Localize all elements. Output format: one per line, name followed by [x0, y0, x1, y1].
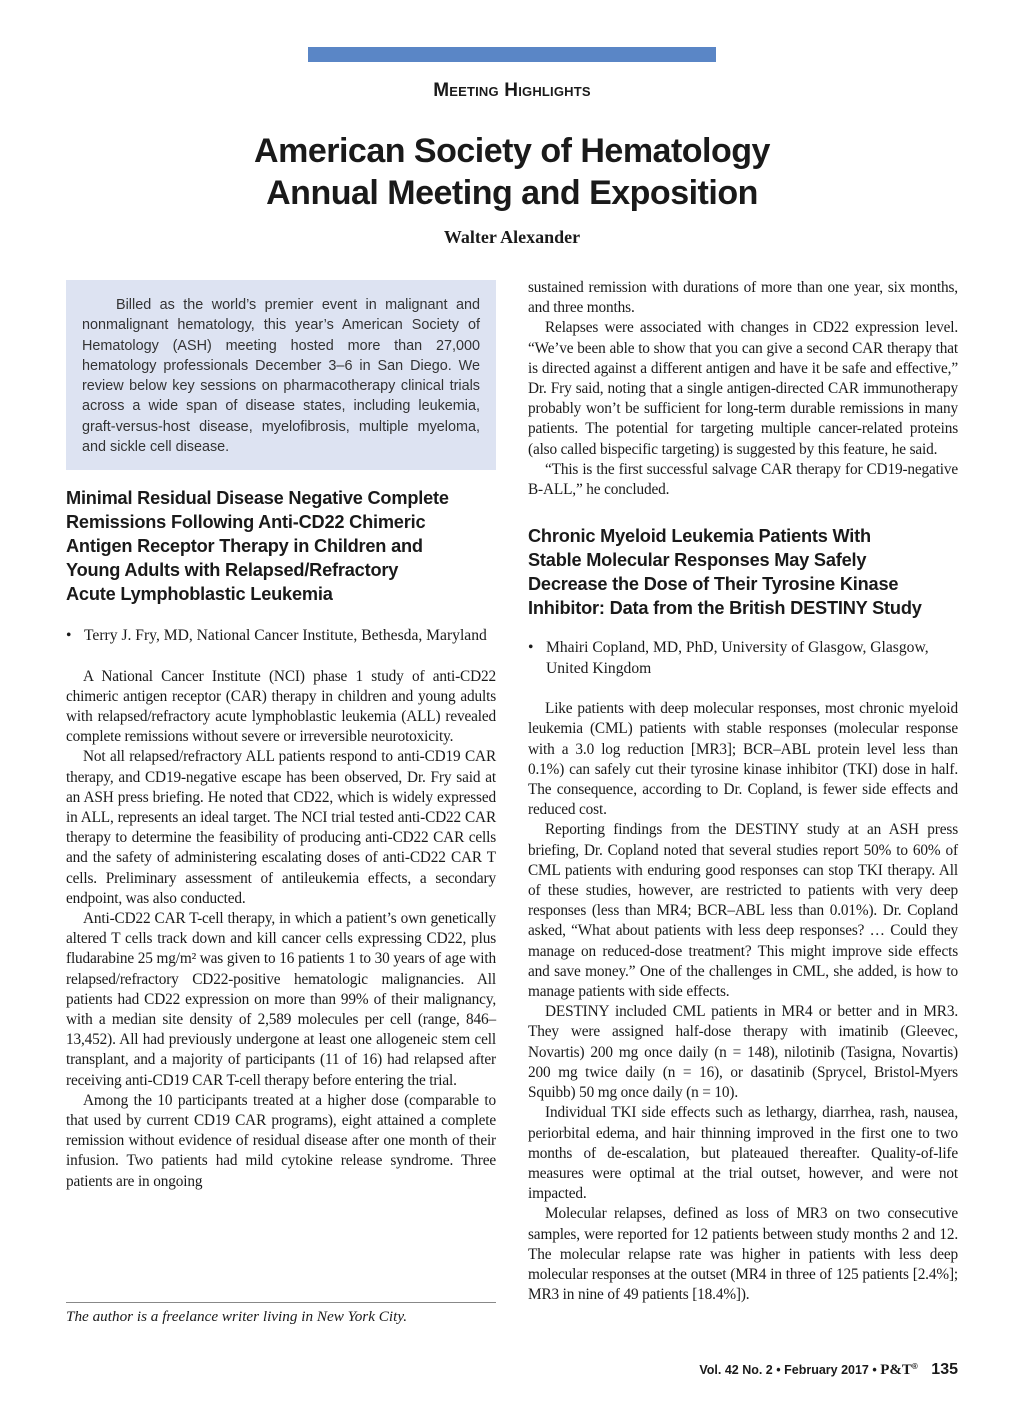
paragraph: A National Cancer Institute (NCI) phase 1 study of anti-CD22 chimeric antigen receptor (CAR) therapy in children and young adults with relapsed/refractory acute lymphoblastic leukemia (ALL) revealed complete remissions without severe or irreversible neurotoxicity. — [66, 667, 496, 746]
abstract-box: Billed as the world’s premier event in malignant and nonmalignant hematology, this year’s American Society of Hematology (ASH) meeting hosted more than 27,000 hematology professionals December 3–6 in San Diego. We review below key sessions on pharmacotherapy clinical trials across a wide span of disease states, including leukemia, graft-versus-host disease, myelofibrosis, multiple myeloma, and sickle cell disease. — [66, 280, 496, 470]
heading-line: Inhibitor: Data from the British DESTINY Study — [528, 598, 922, 619]
section-label-text: Meeting Highlights — [433, 80, 591, 101]
article-1-body — [66, 667, 496, 1192]
paragraph: Anti-CD22 CAR T-cell therapy, in which a patient’s own genetically altered T cells track down and kill cancer cells expressing CD22, plus fludarabine 25 mg/m² was given to 16 patients 1 to 30 years of age with relapsed/refractory CD22-positive hematologic malignancies. All patients had CD22 expression on more than 99% of their malignancy, with a median site density of 2,589 molecules per cell (range, 846–13,452). All had previously undergone at least one allogeneic stem cell transplant, and a majority of participants (11 of 16) had relapsed after receiving anti-CD19 CAR T-cell therapy before entering the trial. — [66, 909, 496, 1089]
separator-dot: • — [872, 1363, 881, 1377]
paragraph: Molecular relapses, defined as loss of MR3 on two consecutive samples, were reported for 12 patients between study months 2 and 12. The molecular relapse rate was higher in patients with less deep molecular responses at the outset (MR4 in three of 125 patients [2.4%]; MR3 in nine of 49 patients [18.4%]). — [528, 1205, 958, 1304]
bullet-icon: • — [66, 627, 72, 644]
paragraph: Not all relapsed/refractory ALL patients respond to anti-CD19 CAR therapy, and CD19-negative escape has been observed, Dr. Fry said at an ASH press briefing. He noted that CD22, which is widely expressed in ALL, represents an ideal target. The NCI trial tested anti-CD22 CAR therapy to determine the feasibility of producing anti-CD22 CAR cells and the safety of administering escalating doses of anti-CD22 CAR T cells. Preliminary assessment of antileukemia effects, a secondary endpoint, was also conducted. — [66, 748, 496, 907]
paragraph: Reporting findings from the DESTINY study at an ASH press briefing, Dr. Copland noted that several studies report 50% to 60% of CML patients with enduring good responses can stop TKI therapy. All of these studies, however, are restricted to patients with very deep responses (less than MR4; BCR–ABL less than 0.01%). Dr. Copland asked, “What about patients with less deep responses? … Could they manage on reduced-dose treatment? This might improve side effects and save money.” One of the challenges in CML, she added, is how to manage patients with side effects. — [528, 821, 958, 1001]
title-line-2: Annual Meeting and Exposition — [266, 174, 758, 212]
paragraph: Among the 10 participants treated at a higher dose (comparable to that used by current CD19 CAR programs), eight attained a complete remission without evidence of residual disease after one month of their infusion. Two patients had mild cytokine release syndrome. Three patients are in ongoing — [66, 1091, 496, 1190]
journal-name: P&T — [880, 1362, 912, 1378]
article-1-continued — [528, 278, 958, 500]
byline-text: Mhairi Copland, MD, PhD, University of Glasgow, Glasgow, United Kingdom — [546, 639, 929, 677]
paragraph: DESTINY included CML patients in MR4 or better and in MR3. They were assigned half-dose therapy with imatinib (Gleevec, Novartis) 200 mg once daily (n = 148), nilotinib (Tasigna, Novartis) 200 mg twice daily (n = 16), or dasatinib (Sprycel, Bristol-Myers Squibb) 50 mg once daily (n = 10). — [528, 1003, 958, 1102]
heading-line: Chronic Myeloid Leukemia Patients With — [528, 526, 871, 547]
heading-line: Acute Lymphoblastic Leukemia — [66, 584, 333, 604]
paragraph: Individual TKI side effects such as lethargy, diarrhea, rash, nausea, periorbital edema, and hair thinning improved in the first one to two months of de-escalation, but plateaued thereafter. Quality-of-life measures were optimal at the trial outset, however, and were not impacted. — [528, 1104, 958, 1203]
separator-dot: • — [776, 1363, 785, 1377]
article-2-byline — [528, 638, 958, 679]
heading-line: Remissions Following Anti-CD22 Chimeric — [66, 512, 426, 532]
author-footnote: The author is a freelance writer living in New York City. — [66, 1308, 408, 1325]
heading-line: Minimal Residual Disease Negative Complete — [66, 488, 449, 508]
right-column — [528, 278, 958, 1305]
article-2-body — [528, 699, 958, 1305]
paragraph: “This is the first successful salvage CAR therapy for CD19-negative B-ALL,” he concluded. — [528, 460, 958, 499]
article-1-heading — [66, 486, 496, 606]
section-label — [0, 80, 1024, 102]
heading-line: Decrease the Dose of Their Tyrosine Kinase — [528, 574, 899, 595]
bullet-icon: • — [528, 639, 534, 657]
heading-line: Young Adults with Relapsed/Refractory — [66, 560, 399, 580]
page-footer — [699, 1361, 958, 1379]
page-number: 135 — [931, 1361, 958, 1378]
paragraph: Relapses were associated with changes in CD22 expression level. “We’ve been able to show that you can give a second CAR therapy that is directed against a different antigen and have it be safe and effective,” Dr. Fry said, noting that a single antigen-directed CAR immunotherapy probably won’t be sufficient for long-term durable remissions in many patients. The potential for targeting multiple cancer-related proteins (also called bispecific targeting) is suggested by this feature, he said. — [528, 319, 958, 458]
registered-mark: ® — [911, 1361, 918, 1371]
paragraph: sustained remission with durations of more than one year, six months, and three months. — [528, 279, 958, 317]
article-1-byline — [66, 626, 496, 647]
header-accent-bar — [308, 47, 716, 62]
paragraph: Like patients with deep molecular responses, most chronic myeloid leukemia (CML) patients with stable responses (molecular response with a 3.0 log reduction [MR3]; BCR–ABL protein level less than 0.1%) can safely cut their tyrosine kinase inhibitor (TKI) dose in half. The consequence, according to Dr. Copland, is fewer side effects and reduced cost. — [528, 700, 958, 819]
volume-issue: Vol. 42 No. 2 — [699, 1363, 773, 1377]
footnote-rule — [66, 1302, 496, 1303]
heading-line: Antigen Receptor Therapy in Children and — [66, 536, 423, 556]
page-title — [0, 130, 1024, 214]
author-name: Walter Alexander — [443, 227, 581, 247]
heading-line: Stable Molecular Responses May Safely — [528, 550, 867, 571]
article-1-column — [66, 486, 496, 1192]
article-2-heading — [528, 524, 958, 620]
byline-text: Terry J. Fry, MD, National Cancer Institute, Bethesda, Maryland — [84, 627, 487, 644]
title-line-1: American Society of Hematology — [254, 132, 770, 170]
issue-date: February 2017 — [784, 1363, 869, 1377]
